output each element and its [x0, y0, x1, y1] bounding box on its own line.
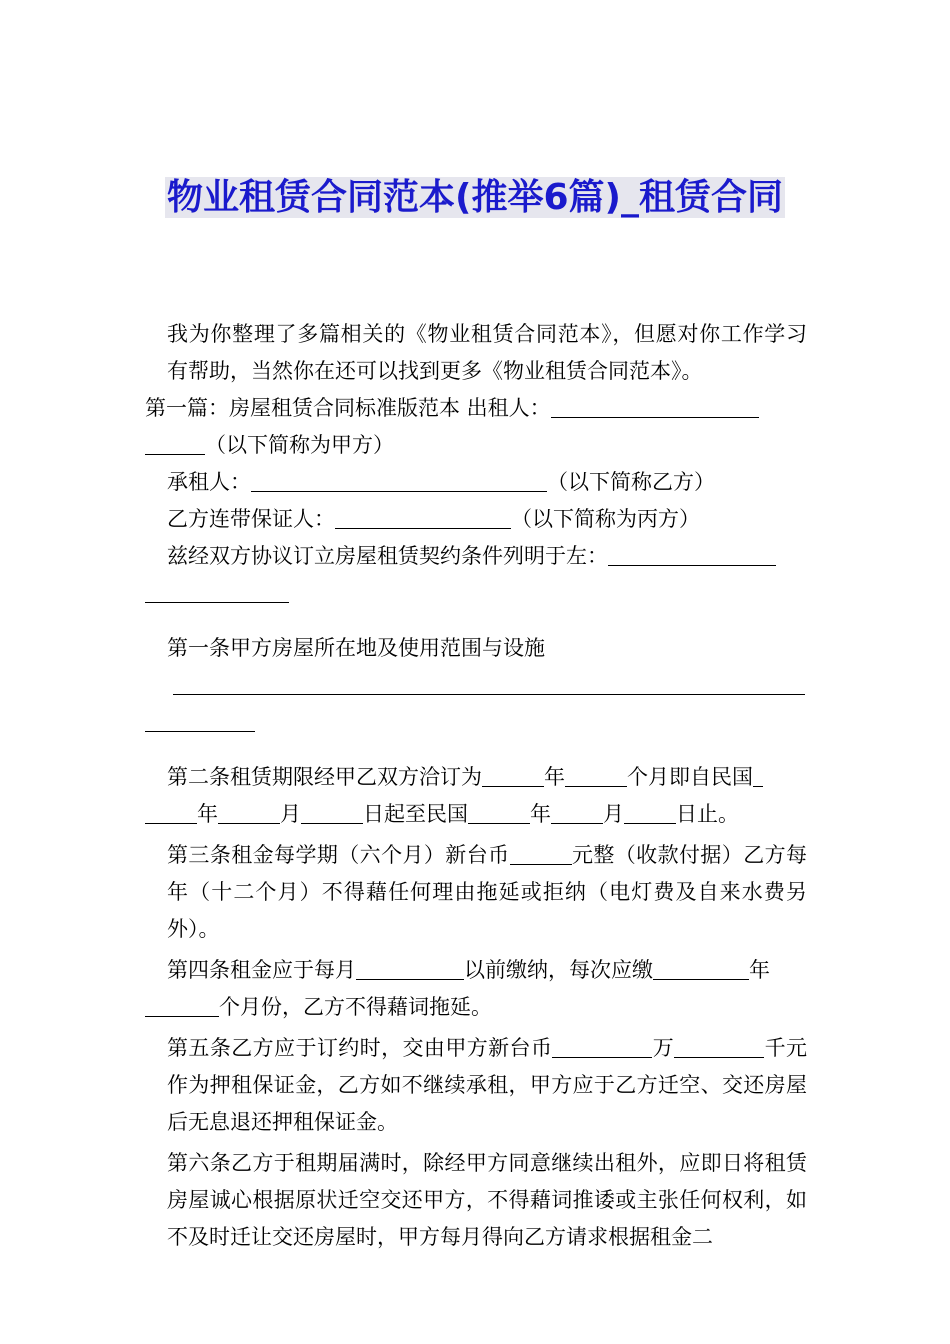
blank-line: [482, 764, 544, 787]
article-one-blank: [145, 667, 807, 741]
article-four: 第四条租金应于每月 以前缴纳，每次应缴 年 个月份，乙方不得藉词拖延。: [145, 952, 807, 1026]
blank-line: [251, 469, 547, 492]
article-three: 第三条租金每学期（六个月）新台币 元整（收款付据）乙方每年（十二个月）不得藉任何理由拖延或拒纳（电灯费及自来水费另外）。: [167, 843, 808, 941]
blank-line: [335, 506, 511, 529]
blank-line: [173, 672, 805, 695]
article-five: 第五条乙方应于订约时，交由甲方新台币 万 千元作为押租保证金，乙方如不继续承租，甲方应于乙方迁空、交还房屋后无息退还押租保证金。: [167, 1036, 808, 1134]
article-six: 第六条乙方于租期届满时，除经甲方同意继续出租外，应即日将租赁房屋诚心根据原状迁空交还甲方，不得藉词推诿或主张任何权利，如不及时迁让交还房屋时，甲方每月得向乙方请求根据租金二: [167, 1151, 807, 1249]
lessee-line: 承租人： （以下简称乙方）: [167, 470, 715, 494]
blank-line: [356, 957, 464, 980]
blank-line: [145, 801, 197, 824]
blank-line: [552, 1035, 652, 1058]
blank-line: [145, 994, 219, 1017]
blank-line: [674, 1035, 764, 1058]
blank-line: [624, 801, 676, 824]
guarantor-line: 乙方连带保证人： （以下简称为丙方）: [167, 507, 700, 531]
blank-line: [145, 580, 289, 603]
agreement-line: 兹经双方协议订立房屋租赁契约条件列明于左：: [145, 538, 807, 612]
blank-line: [551, 801, 603, 824]
document-title-text: 物业租赁合同范本(推举6篇)_租赁合同: [167, 177, 783, 218]
document-title: [145, 172, 805, 224]
blank-line: [145, 709, 255, 732]
article-two: 第二条租赁期限经甲乙双方洽订为 年 个月即自民国 年 月 日起至民国 年 月 日止。: [145, 759, 807, 833]
blank-line: [145, 432, 205, 455]
blank-line: [218, 801, 280, 824]
blank-line: [608, 543, 776, 566]
intro-paragraph: 我为你整理了多篇相关的《物业租赁合同范本》，但愿对你工作学习有帮助，当然你在还可以找到更多《物业租赁合同范本》。: [167, 322, 807, 383]
blank-line: [468, 801, 530, 824]
blank-line: [510, 842, 572, 865]
blank-line: [565, 764, 627, 787]
document-body: [145, 316, 807, 1256]
section-one-lessor: 第一篇：房屋租赁合同标准版范本 出租人： （以下简称为甲方）: [145, 390, 807, 464]
blank-line: [653, 957, 749, 980]
blank-line: [551, 395, 759, 418]
blank-line: [301, 801, 363, 824]
blank-line: [753, 764, 763, 787]
article-one: 第一条甲方房屋所在地及使用范围与设施: [167, 636, 545, 660]
